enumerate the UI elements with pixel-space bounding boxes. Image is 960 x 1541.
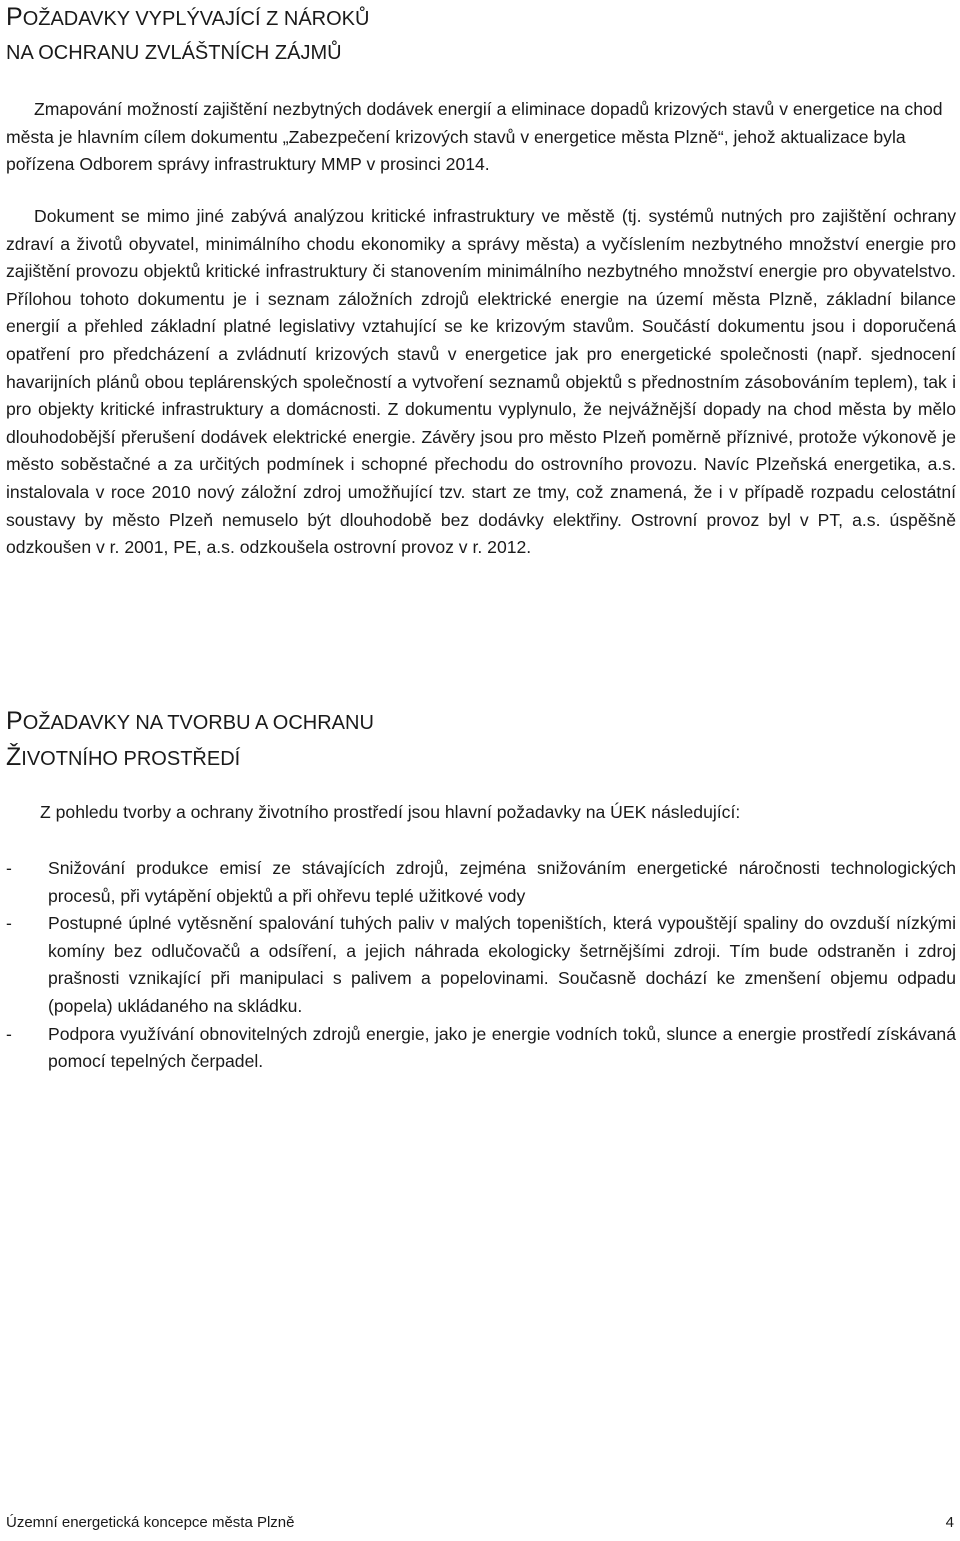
footer-page-number: 4 — [945, 1514, 954, 1531]
section-heading-line — [6, 740, 946, 776]
list-item-text: Podpora využívání obnovitelných zdrojů energie, jako je energie vodních toků, slunce a energie prostředí získávaná pomocí tepelných čerpadel. — [48, 1023, 956, 1072]
paragraph-critical-infrastructure: Dokument se mimo jiné zabývá analýzou kritické infrastruktury ve městě (tj. systémů nutných pro zajištění ochrany zdraví a životů obyvatel, minimálního chodu ekonomiky a správy města) a vyčíslením nezbytného množství energie pro zajištění provozu objektů kritické infrastruktury či stanovením minimálního nezbytného množství energie pro obyvatelstvo. Přílohou tohoto dokumentu je i seznam záložních zdrojů elektrické energie na území města Plzně, základní bilance energií a přehled základní platné legislativy vztahující se ke krizovým stavům. Součástí dokumentu jsou i doporučená opatření pro předcházení a zvládnutí krizových stavů v energetice jak pro energetické společnosti (např. sjednocení havarijních plánů obou teplárenských společností a vytvoření seznamů objektů s přednostním zásobováním teplem), tak i pro objekty kritické infrastruktury a domácnosti. Z dokumentu vyplynulo, že nejvážnější dopady na chod města by mělo dlouhodobější přerušení dodávek elektrické energie. Závěry jsou pro město Plzeň poměrně příznivé, protože výkonově je město soběstačné a za určitých podmínek i schopné přechodu do ostrovního provozu. Navíc Plzeňská energetika, a.s. instalovala v roce 2010 nový záložní zdroj umožňující tzv. start ze tmy, což znamená, že i v případě rozpadu celostátní soustavy by město Plzeň nemuselo být dlouhodobě bez dodávky elektřiny. Ostrovní provoz byl v PT, a.s. úspěšně odzkoušen v r. 2001, PE, a.s. odzkoušela ostrovní provoz v r. 2012. — [6, 206, 956, 558]
requirements-list — [6, 855, 956, 1076]
footer-document-title: Územní energetická koncepce města Plzně — [6, 1514, 295, 1531]
environment-intro: Z pohledu tvorby a ochrany životního prostředí jsou hlavní požadavky na ÚEK následující: — [40, 802, 741, 822]
heading-initial: P — [6, 707, 23, 735]
list-item — [6, 1021, 956, 1076]
heading-text: OŽADAVKY NA TVORBU A OCHRANU — [22, 712, 374, 734]
heading-text: OŽADAVKY VYPLÝVAJÍCÍ Z NÁROKŮ — [22, 8, 370, 30]
list-bullet: - — [6, 1023, 12, 1044]
heading-initial: P — [6, 3, 23, 31]
list-item — [6, 910, 956, 1020]
section-heading-line — [6, 704, 946, 740]
paragraph-crisis-intro: Zmapování možností zajištění nezbytných dodávek energií a eliminace dopadů krizových stavů v energetice na chod města je hlavním cílem dokumentu „Zabezpečení krizových stavů v energetice města Plzně“, jehož aktualizace byla pořízena Odborem správy infrastruktury MMP v prosinci 2014. — [6, 99, 943, 175]
heading-text: IVOTNÍHO PROSTŘEDÍ — [21, 748, 241, 770]
section-heading-line — [6, 0, 946, 36]
list-item — [6, 855, 956, 910]
heading-initial: Ž — [6, 743, 22, 771]
list-item-text: Postupné úplné vytěsnění spalování tuhých paliv v malých topeništích, která vypouštějí spaliny do ovzduší nízkými komíny bez odlučovačů a odsíření, a jejich náhrada ekologicky šetrnějšími zdroji. Tím bude odstraněn i zdroj prašnosti vznikající při manipulaci s palivem a popelovinami. Současně dochází ke zmenšení objemu odpadu (popela) ukládaného na skládku. — [48, 913, 956, 1016]
section-heading-environment — [6, 704, 946, 776]
list-bullet: - — [6, 858, 12, 878]
list-bullet: - — [6, 913, 12, 934]
list-item-text: Snižování produkce emisí ze stávajících zdrojů, zejména snižováním energetické náročnosti technologických procesů, při vytápění objektů a při ohřevu teplé užitkové vody — [48, 858, 956, 906]
section-heading-special-interests — [6, 0, 946, 70]
section-heading-line: NA OCHRANU ZVLÁŠTNÍCH ZÁJMŮ — [6, 42, 342, 64]
